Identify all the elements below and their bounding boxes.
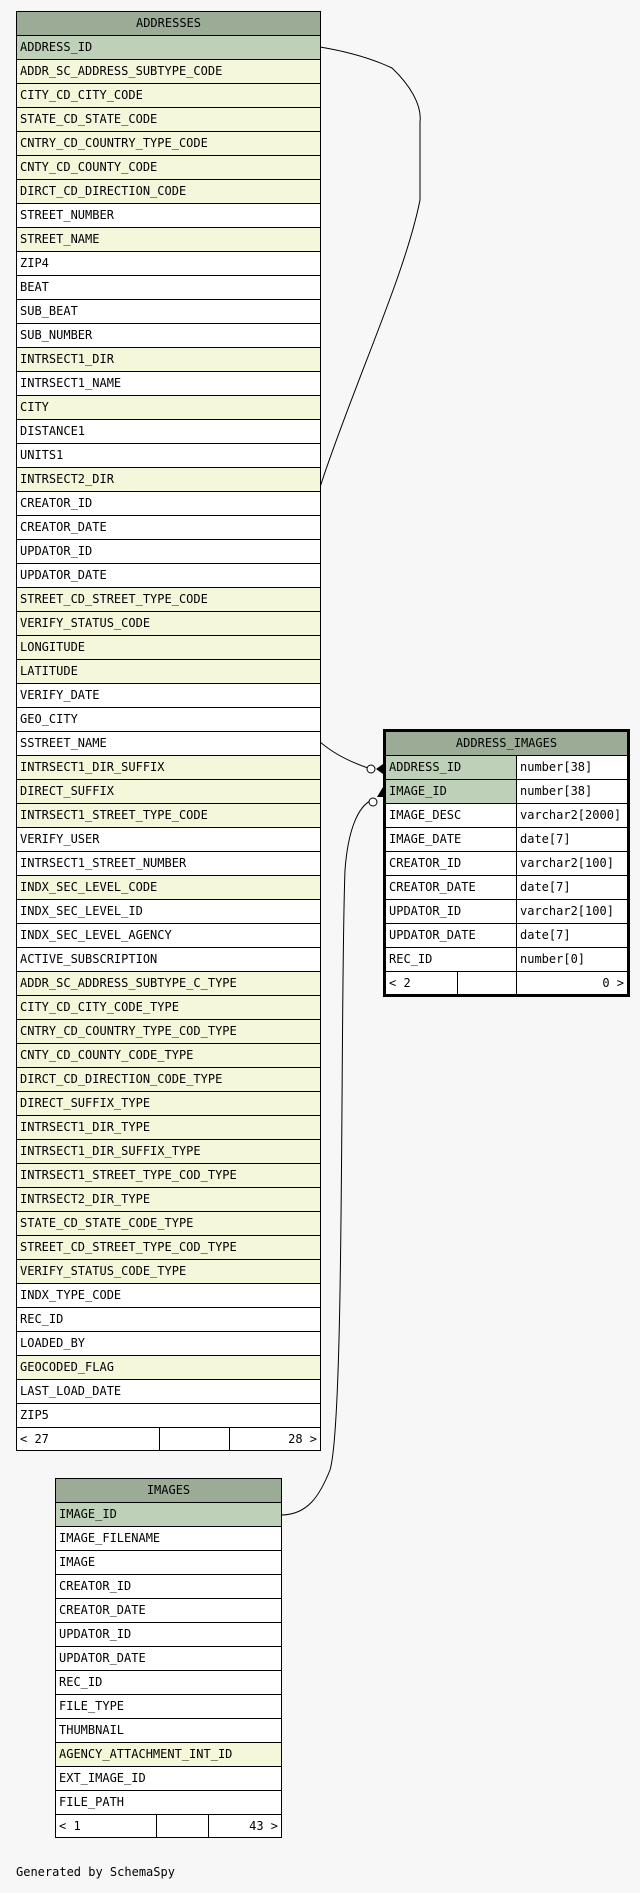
column-name: SUB_BEAT: [17, 300, 320, 323]
column-name: INDX_SEC_LEVEL_CODE: [17, 876, 320, 899]
addresses-column-row[interactable]: [17, 444, 320, 468]
addresses-column-row[interactable]: [17, 756, 320, 780]
address-images-table-title[interactable]: ADDRESS_IMAGES: [386, 732, 627, 756]
column-name: CREATOR_DATE: [56, 1599, 281, 1622]
addresses-column-row[interactable]: [17, 348, 320, 372]
addresses-table-title[interactable]: ADDRESSES: [17, 12, 320, 36]
connector-address-id-end: [367, 765, 375, 773]
column-type: number[38]: [516, 780, 627, 803]
column-name: GEO_CITY: [17, 708, 320, 731]
column-name: IMAGE_ID: [386, 780, 516, 803]
images-row-count: [156, 1815, 208, 1837]
column-name: INTRSECT1_STREET_TYPE_COD_TYPE: [17, 1164, 320, 1187]
address-images-row-count: [457, 972, 516, 994]
addresses-column-row[interactable]: [17, 60, 320, 84]
addresses-column-row[interactable]: [17, 1284, 320, 1308]
column-name: CREATOR_ID: [386, 852, 516, 875]
addresses-column-row[interactable]: [17, 564, 320, 588]
column-name: INTRSECT1_DIR_TYPE: [17, 1116, 320, 1139]
addresses-column-row[interactable]: [17, 636, 320, 660]
column-name: VERIFY_STATUS_CODE: [17, 612, 320, 635]
addresses-column-row[interactable]: [17, 372, 320, 396]
addresses-column-row[interactable]: [17, 156, 320, 180]
column-name: VERIFY_DATE: [17, 684, 320, 707]
column-name: INTRSECT2_DIR: [17, 468, 320, 491]
addresses-table-footer: [17, 1428, 320, 1450]
column-name: UPDATOR_ID: [386, 900, 516, 923]
column-name: ADDRESS_ID: [386, 756, 516, 779]
addresses-column-row[interactable]: [17, 996, 320, 1020]
column-name: UNITS1: [17, 444, 320, 467]
column-name: STREET_CD_STREET_TYPE_CODE: [17, 588, 320, 611]
column-name: ZIP5: [17, 1404, 320, 1427]
column-name: IMAGE_ID: [56, 1503, 281, 1526]
column-name: EXT_IMAGE_ID: [56, 1767, 281, 1790]
column-name: VERIFY_STATUS_CODE_TYPE: [17, 1260, 320, 1283]
addresses-column-row[interactable]: [17, 108, 320, 132]
column-name: AGENCY_ATTACHMENT_INT_ID: [56, 1743, 281, 1766]
address-images-column-row[interactable]: [386, 828, 627, 852]
column-name: FILE_PATH: [56, 1791, 281, 1814]
column-name: INDX_TYPE_CODE: [17, 1284, 320, 1307]
column-name: CREATOR_ID: [56, 1575, 281, 1598]
images-column-row[interactable]: [56, 1599, 281, 1623]
column-name: STREET_NAME: [17, 228, 320, 251]
addresses-column-row[interactable]: [17, 84, 320, 108]
addresses-column-row[interactable]: [17, 324, 320, 348]
addresses-column-row[interactable]: [17, 876, 320, 900]
addresses-column-row[interactable]: [17, 252, 320, 276]
column-name: INTRSECT1_STREET_NUMBER: [17, 852, 320, 875]
column-name: INTRSECT1_NAME: [17, 372, 320, 395]
column-name: LAST_LOAD_DATE: [17, 1380, 320, 1403]
column-name: INTRSECT1_DIR_SUFFIX_TYPE: [17, 1140, 320, 1163]
column-name: CNTRY_CD_COUNTRY_TYPE_CODE: [17, 132, 320, 155]
column-type: number[0]: [516, 948, 627, 971]
images-column-row[interactable]: [56, 1671, 281, 1695]
addresses-column-row[interactable]: [17, 852, 320, 876]
images-column-row[interactable]: [56, 1575, 281, 1599]
addresses-column-row[interactable]: [17, 276, 320, 300]
column-name: ADDRESS_ID: [17, 36, 320, 59]
addresses-column-row[interactable]: [17, 180, 320, 204]
images-column-row[interactable]: [56, 1695, 281, 1719]
column-name: FILE_TYPE: [56, 1695, 281, 1718]
images-column-row[interactable]: [56, 1527, 281, 1551]
column-name: CNTRY_CD_COUNTRY_TYPE_COD_TYPE: [17, 1020, 320, 1043]
addresses-column-row[interactable]: [17, 36, 320, 60]
addresses-column-row[interactable]: [17, 948, 320, 972]
addresses-column-row[interactable]: [17, 660, 320, 684]
images-column-row[interactable]: [56, 1647, 281, 1671]
column-name: UPDATOR_ID: [56, 1623, 281, 1646]
addresses-column-row[interactable]: [17, 1188, 320, 1212]
addresses-column-row[interactable]: [17, 1404, 320, 1428]
column-name: IMAGE: [56, 1551, 281, 1574]
images-table[interactable]: [55, 1478, 282, 1838]
address-images-column-row[interactable]: [386, 948, 627, 972]
address-images-column-row[interactable]: [386, 900, 627, 924]
column-name: ACTIVE_SUBSCRIPTION: [17, 948, 320, 971]
column-type: date[7]: [516, 828, 627, 851]
column-name: LOADED_BY: [17, 1332, 320, 1355]
addresses-column-row[interactable]: [17, 1164, 320, 1188]
addresses-column-row[interactable]: [17, 1308, 320, 1332]
column-type: number[38]: [516, 756, 627, 779]
addresses-parent-count: < 27: [20, 1432, 49, 1446]
address-images-column-row[interactable]: [386, 756, 627, 780]
images-column-row[interactable]: [56, 1767, 281, 1791]
addresses-column-row[interactable]: [17, 828, 320, 852]
addresses-column-row[interactable]: [17, 684, 320, 708]
addresses-column-row[interactable]: [17, 1380, 320, 1404]
column-name: IMAGE_DATE: [386, 828, 516, 851]
column-name: STREET_NUMBER: [17, 204, 320, 227]
column-name: STREET_CD_STREET_TYPE_COD_TYPE: [17, 1236, 320, 1259]
addresses-column-row[interactable]: [17, 780, 320, 804]
column-name: CITY_CD_CITY_CODE_TYPE: [17, 996, 320, 1019]
column-name: CREATOR_DATE: [386, 876, 516, 899]
column-name: INTRSECT1_DIR: [17, 348, 320, 371]
addresses-column-row[interactable]: [17, 612, 320, 636]
column-name: REC_ID: [386, 948, 516, 971]
addresses-column-row[interactable]: [17, 732, 320, 756]
column-type: varchar2[100]: [516, 900, 627, 923]
addresses-column-row[interactable]: [17, 540, 320, 564]
addresses-column-row[interactable]: [17, 1236, 320, 1260]
column-type: date[7]: [516, 924, 627, 947]
column-name: STATE_CD_STATE_CODE: [17, 108, 320, 131]
addresses-column-row[interactable]: [17, 708, 320, 732]
column-name: DIRCT_CD_DIRECTION_CODE_TYPE: [17, 1068, 320, 1091]
column-type: date[7]: [516, 876, 627, 899]
addresses-column-row[interactable]: [17, 804, 320, 828]
addresses-column-row[interactable]: [17, 588, 320, 612]
addresses-column-row[interactable]: [17, 1212, 320, 1236]
column-name: UPDATOR_DATE: [386, 924, 516, 947]
column-name: IMAGE_FILENAME: [56, 1527, 281, 1550]
images-table-title[interactable]: IMAGES: [56, 1479, 281, 1503]
images-column-row[interactable]: [56, 1743, 281, 1767]
addresses-column-row[interactable]: [17, 1020, 320, 1044]
column-name: LONGITUDE: [17, 636, 320, 659]
addresses-child-count: 28 >: [229, 1428, 320, 1450]
column-name: UPDATOR_DATE: [56, 1647, 281, 1670]
addresses-column-row[interactable]: [17, 972, 320, 996]
column-name: CREATOR_DATE: [17, 516, 320, 539]
column-name: CITY: [17, 396, 320, 419]
images-column-row[interactable]: [56, 1719, 281, 1743]
connector-image-id-end: [369, 798, 377, 806]
column-name: UPDATOR_DATE: [17, 564, 320, 587]
addresses-column-row[interactable]: [17, 468, 320, 492]
column-name: VERIFY_USER: [17, 828, 320, 851]
column-name: INTRSECT1_DIR_SUFFIX: [17, 756, 320, 779]
column-name: BEAT: [17, 276, 320, 299]
images-column-row[interactable]: [56, 1623, 281, 1647]
addresses-column-row[interactable]: [17, 900, 320, 924]
column-name: STATE_CD_STATE_CODE_TYPE: [17, 1212, 320, 1235]
address-images-parent-count: < 2: [389, 976, 411, 990]
column-name: CREATOR_ID: [17, 492, 320, 515]
column-name: INDX_SEC_LEVEL_ID: [17, 900, 320, 923]
column-name: INDX_SEC_LEVEL_AGENCY: [17, 924, 320, 947]
column-name: LATITUDE: [17, 660, 320, 683]
addresses-column-row[interactable]: [17, 1068, 320, 1092]
column-name: SUB_NUMBER: [17, 324, 320, 347]
column-name: CNTY_CD_COUNTY_CODE_TYPE: [17, 1044, 320, 1067]
address-images-table[interactable]: [383, 729, 630, 997]
column-name: ZIP4: [17, 252, 320, 275]
images-parent-count: < 1: [59, 1819, 81, 1833]
addresses-table[interactable]: [16, 11, 321, 1451]
column-name: CNTY_CD_COUNTY_CODE: [17, 156, 320, 179]
address-images-column-row[interactable]: [386, 852, 627, 876]
addresses-column-row[interactable]: [17, 420, 320, 444]
addresses-column-row[interactable]: [17, 1356, 320, 1380]
column-name: DIRCT_CD_DIRECTION_CODE: [17, 180, 320, 203]
column-name: DIRECT_SUFFIX_TYPE: [17, 1092, 320, 1115]
column-name: REC_ID: [17, 1308, 320, 1331]
column-name: SSTREET_NAME: [17, 732, 320, 755]
address-images-table-footer: [386, 972, 627, 994]
generated-by-note: Generated by SchemaSpy: [16, 1865, 175, 1879]
connector-address-id-arrow: [376, 764, 383, 774]
images-column-row[interactable]: [56, 1503, 281, 1527]
address-images-column-row[interactable]: [386, 876, 627, 900]
images-table-footer: [56, 1815, 281, 1837]
column-name: INTRSECT1_STREET_TYPE_CODE: [17, 804, 320, 827]
images-column-row[interactable]: [56, 1551, 281, 1575]
column-type: varchar2[2000]: [516, 804, 627, 827]
images-column-row[interactable]: [56, 1791, 281, 1815]
addresses-column-row[interactable]: [17, 132, 320, 156]
address-images-column-row[interactable]: [386, 780, 627, 804]
addresses-column-row[interactable]: [17, 1140, 320, 1164]
column-name: REC_ID: [56, 1671, 281, 1694]
addresses-column-row[interactable]: [17, 516, 320, 540]
column-name: UPDATOR_ID: [17, 540, 320, 563]
column-name: DIRECT_SUFFIX: [17, 780, 320, 803]
column-type: varchar2[100]: [516, 852, 627, 875]
column-name: ADDR_SC_ADDRESS_SUBTYPE_CODE: [17, 60, 320, 83]
column-name: GEOCODED_FLAG: [17, 1356, 320, 1379]
address-images-child-count: 0 >: [516, 972, 627, 994]
addresses-column-row[interactable]: [17, 396, 320, 420]
addresses-column-row[interactable]: [17, 1332, 320, 1356]
addresses-column-row[interactable]: [17, 204, 320, 228]
addresses-column-row[interactable]: [17, 1260, 320, 1284]
addresses-column-row[interactable]: [17, 1092, 320, 1116]
addresses-column-row[interactable]: [17, 924, 320, 948]
addresses-column-row[interactable]: [17, 228, 320, 252]
address-images-column-row[interactable]: [386, 804, 627, 828]
images-child-count: 43 >: [208, 1815, 281, 1837]
address-images-column-row[interactable]: [386, 924, 627, 948]
column-name: DISTANCE1: [17, 420, 320, 443]
column-name: CITY_CD_CITY_CODE: [17, 84, 320, 107]
column-name: IMAGE_DESC: [386, 804, 516, 827]
column-name: THUMBNAIL: [56, 1719, 281, 1742]
column-name: ADDR_SC_ADDRESS_SUBTYPE_C_TYPE: [17, 972, 320, 995]
addresses-column-row[interactable]: [17, 1044, 320, 1068]
addresses-column-row[interactable]: [17, 1116, 320, 1140]
addresses-row-count: [159, 1428, 229, 1450]
addresses-column-row[interactable]: [17, 300, 320, 324]
addresses-column-row[interactable]: [17, 492, 320, 516]
column-name: INTRSECT2_DIR_TYPE: [17, 1188, 320, 1211]
